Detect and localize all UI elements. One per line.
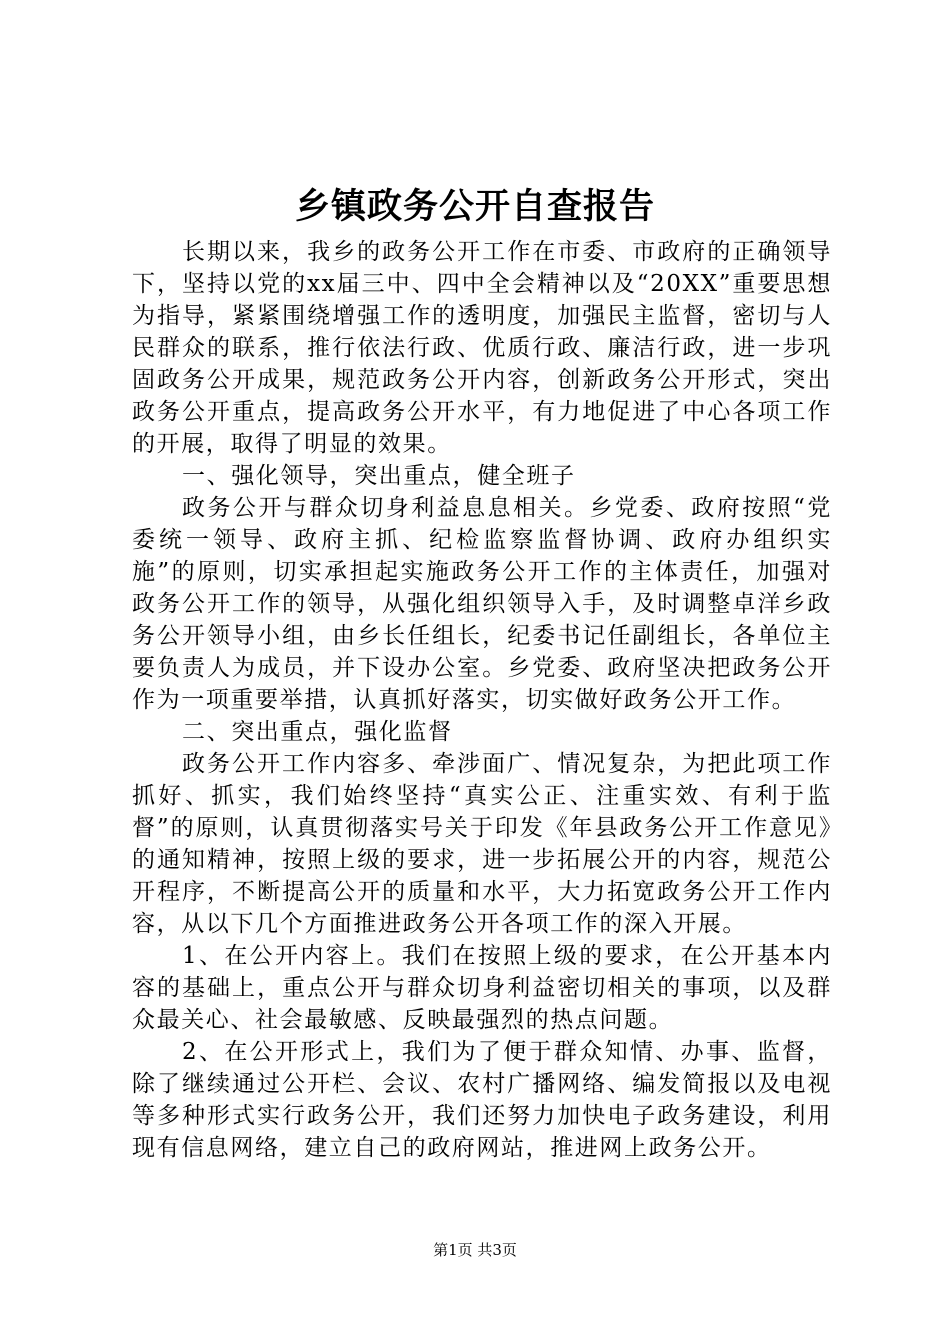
intro-paragraph: 长期以来，我乡的政务公开工作在市委、市政府的正确领导下，坚持以党的xx届三中、四中全会精神以及“20XX”重要思想为指导，紧紧围绕增强工作的透明度，加强民主监督，密切与人民群众的联系，推行依法行政、优质行政、廉洁行政，进一步巩固政务公开成果，规范政务公开内容，创新政务公开形式，突出政务公开重点，提高政务公开水平，有力地促进了中心各项工作的开展，取得了明显的效果。 bbox=[132, 239, 832, 457]
item-2-paragraph: 2、在公开形式上，我们为了便于群众知情、办事、监督，除了继续通过公开栏、会议、农村广播网络、编发简报以及电视等多种形式实行政务公开，我们还努力加快电子政务建设，利用现有信息网络，建立自己的政府网站，推进网上政务公开。 bbox=[132, 1039, 832, 1161]
item-1-paragraph: 1、在公开内容上。我们在按照上级的要求，在公开基本内容的基础上，重点公开与群众切身利益密切相关的事项，以及群众最关心、社会最敏感、反映最强烈的热点问题。 bbox=[132, 943, 832, 1033]
page-number-footer: 第1页 共3页 bbox=[433, 1241, 517, 1259]
section-heading-2: 二、突出重点，强化监督 bbox=[182, 719, 453, 745]
document-title: 乡镇政务公开自查报告 bbox=[294, 187, 655, 227]
section-heading-1: 一、强化领导，突出重点，健全班子 bbox=[182, 463, 576, 489]
document-body bbox=[132, 236, 832, 1164]
section-1-paragraph: 政务公开与群众切身利益息息相关。乡党委、政府按照“党委统一领导、政府主抓、纪检监察监督协调、政府办组织实施”的原则，切实承担起实施政务公开工作的主体责任，加强对政务公开工作的领导，从强化组织领导入手，及时调整卓洋乡政务公开领导小组，由乡长任组长，纪委书记任副组长，各单位主要负责人为成员，并下设办公室。乡党委、政府坚决把政务公开作为一项重要举措，认真抓好落实，切实做好政务公开工作。 bbox=[132, 495, 832, 713]
section-2-paragraph: 政务公开工作内容多、牵涉面广、情况复杂，为把此项工作抓好、抓实，我们始终坚持“真实公正、注重实效、有利于监督”的原则，认真贯彻落实号关于印发《年县政务公开工作意见》的通知精神，按照上级的要求，进一步拓展公开的内容，规范公开程序，不断提高公开的质量和水平，大力拓宽政务公开工作内容，从以下几个方面推进政务公开各项工作的深入开展。 bbox=[132, 751, 832, 937]
